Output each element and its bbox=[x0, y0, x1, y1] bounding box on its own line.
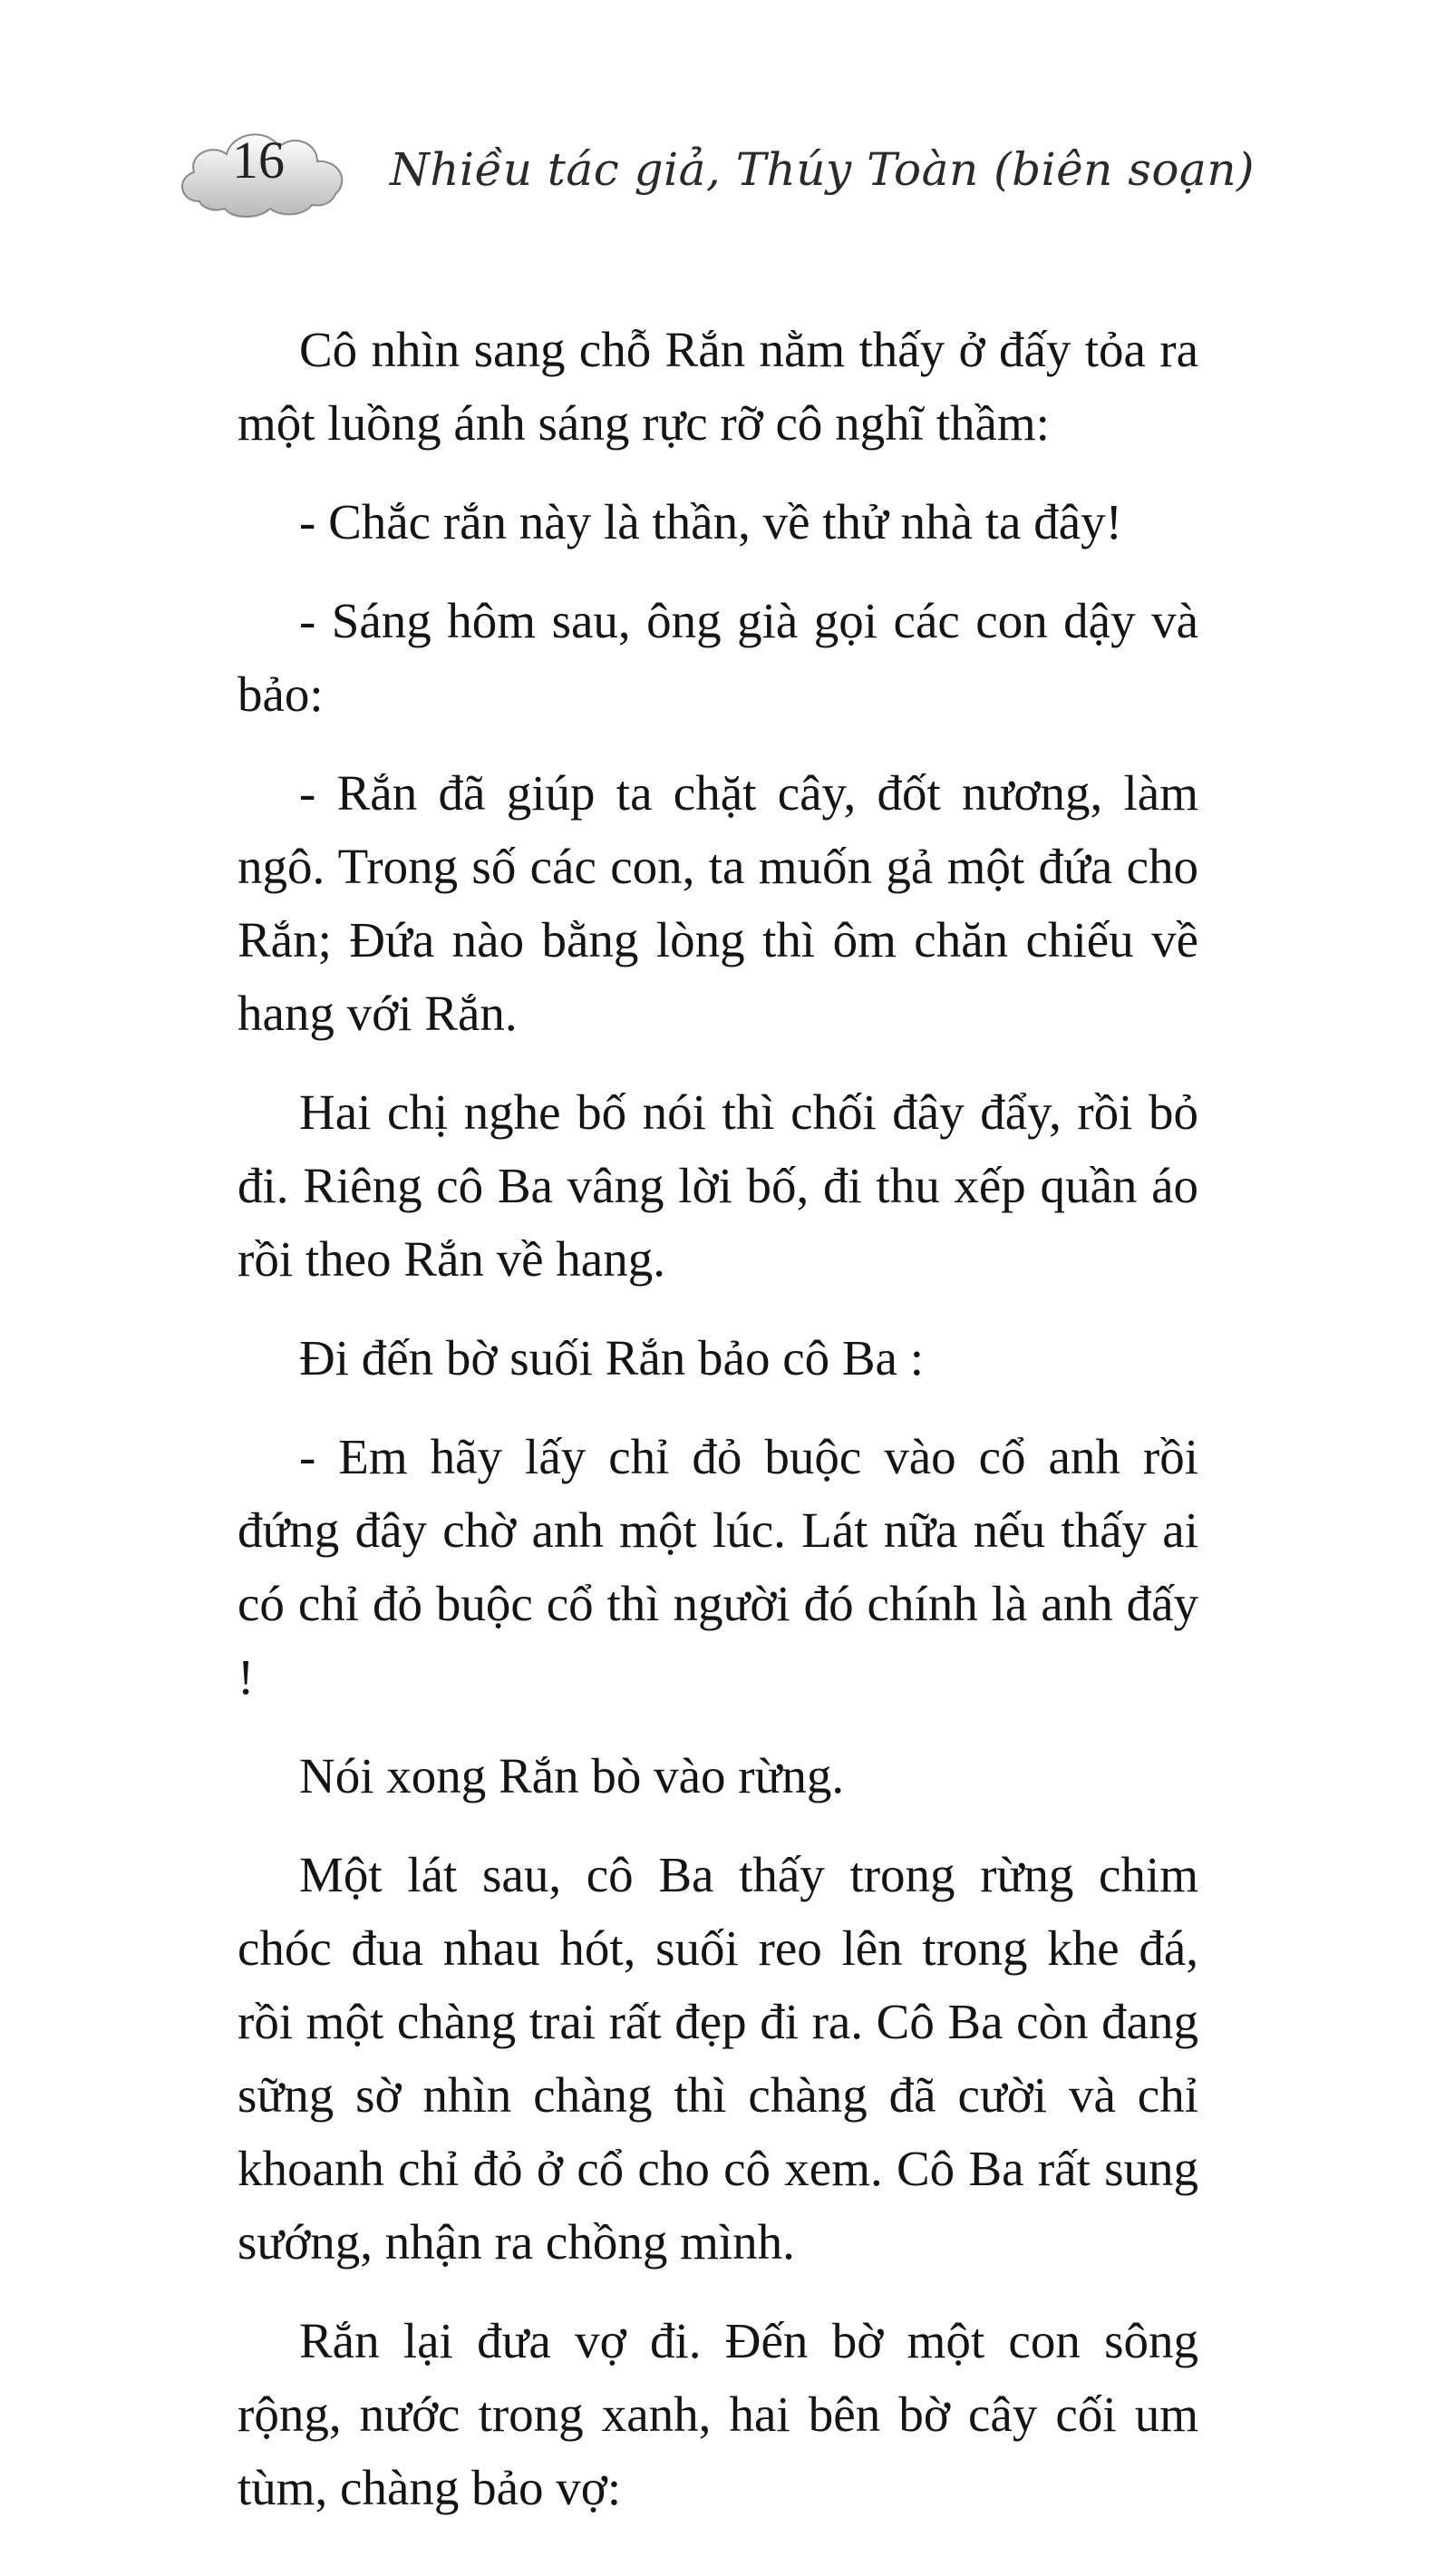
paragraph: - Em hãy lấy chỉ đỏ buộc vào cổ anh rồi đứng đây chờ anh một lúc. Lát nữa nếu thấy ai có chỉ đỏ buộc cổ thì người đó chính là anh đấy ! bbox=[238, 1429, 1198, 1705]
page-header bbox=[172, 118, 1260, 236]
paragraph: Nói xong Rắn bò vào rừng. bbox=[299, 1748, 845, 1803]
paragraph: - Sáng hôm sau, ông già gọi các con dậy và bảo: bbox=[238, 593, 1198, 722]
paragraph: Rắn lại đưa vợ đi. Đến bờ một con sông rộng, nước trong xanh, hai bên bờ cây cối um tùm, chàng bảo vợ: bbox=[238, 2313, 1198, 2515]
story-text bbox=[238, 313, 1198, 2550]
paragraph: Cô nhìn sang chỗ Rắn nằm thấy ở đấy tỏa ra một luồng ánh sáng rực rỡ cô nghĩ thầm: bbox=[238, 322, 1198, 451]
paragraph: - Chắc rắn này là thần, về thử nhà ta đây! bbox=[299, 494, 1122, 549]
running-title: Nhiều tác giả, Thúy Toàn (biên soạn) bbox=[390, 143, 1256, 196]
paragraph: - Rắn đã giúp ta chặt cây, đốt nương, làm ngô. Trong số các con, ta muốn gả một đứa cho Rắn; Đứa nào bằng lòng thì ôm chăn chiếu về hang với Rắn. bbox=[238, 765, 1198, 1041]
paragraph: Đi đến bờ suối Rắn bảo cô Ba : bbox=[299, 1330, 924, 1385]
page-number: 16 bbox=[232, 131, 285, 190]
paragraph: Một lát sau, cô Ba thấy trong rừng chim chóc đua nhau hót, suối reo lên trong khe đá, rồi một chàng trai rất đẹp đi ra. Cô Ba còn đang sững sờ nhìn chàng thì chàng đã cười và chỉ khoanh chỉ đỏ ở cổ cho cô xem. Cô Ba rất sung sướng, nhận ra chồng mình. bbox=[238, 1847, 1198, 2270]
paragraph: Hai chị nghe bố nói thì chối đây đẩy, rồi bỏ đi. Riêng cô Ba vâng lời bố, đi thu xếp quần áo rồi theo Rắn về hang. bbox=[238, 1084, 1198, 1287]
